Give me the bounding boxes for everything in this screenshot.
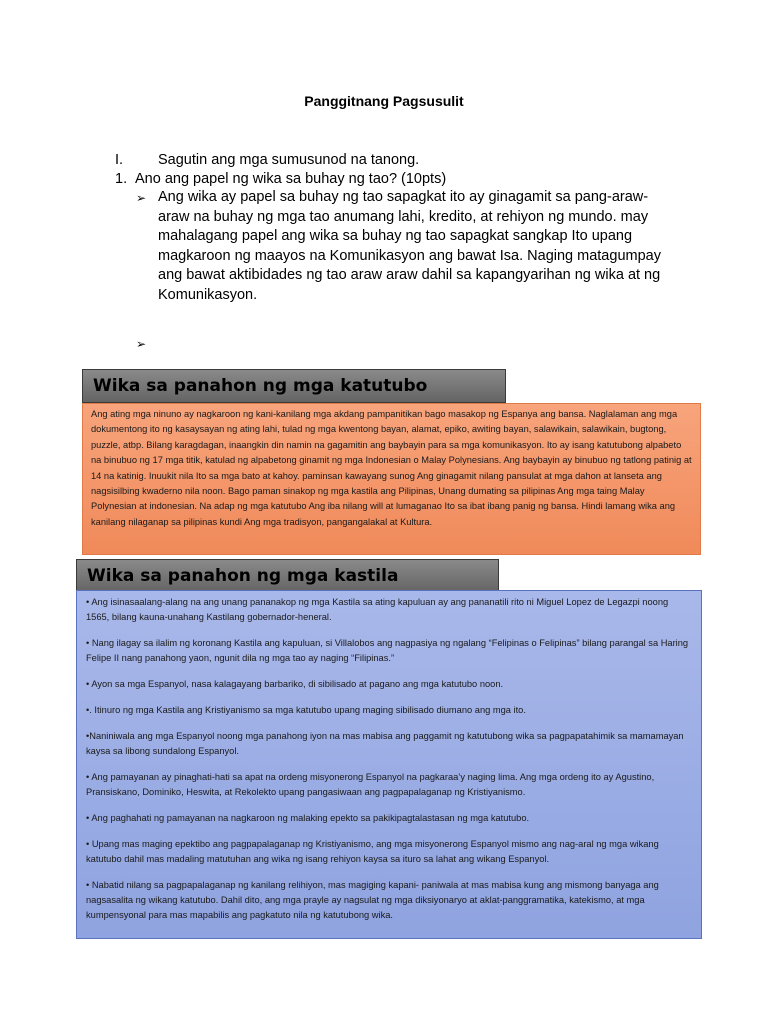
- kastila-paragraph: • Ang pamayanan ay pinaghati-hati sa apat na ordeng misyonerong Espanyol na pagkaraa’y naging lima. Ang mga ordeng ito ay Agustino, Pransiskano, Dominiko, Heswita, at Rekolekto upang pangasiwaan ang pagpapalaganap ng Kristiyanismo.: [86, 772, 655, 797]
- section-instruction: Sagutin ang mga sumusunod na tanong.: [158, 152, 420, 168]
- arrow-bullet-icon: ➢: [136, 191, 147, 205]
- kastila-paragraph: • Nang ilagay sa ilalim ng koronang Kastila ang kapuluan, si Villalobos ang nagpasiya ng ngalang “Felipinas o Felipinas” bilang parangal sa Haring Felipe II nang panahong yaon, ngunit dila ng mga tao ay naging “Filipinas.”: [86, 638, 689, 663]
- section-heading-katutubo: Wika sa panahon ng mga katutubo: [82, 369, 506, 403]
- page-title: Panggitnang Pagsusulit: [304, 93, 464, 109]
- answer-paragraph: Ang wika ay papel sa buhay ng tao sapagkat ito ay ginagamit sa pang-araw-araw na buhay ng mga tao anumang lahi, kredito, at rehiyon ng mundo. may mahalagang papel ang wika sa buhay ng tao sapagkat sangkap Ito upang magkaroon ng maayos na Komunikasyon ang bawat Isa. Naging matagumpay ang bawat aktibidades ng tao araw araw dahil sa kapangyarihan ng wika at ng Komunikasyon.: [158, 189, 661, 303]
- question-number: 1.: [115, 171, 128, 187]
- empty-arrow-bullet-icon: ➢: [136, 337, 147, 351]
- kastila-paragraph: • Ayon sa mga Espanyol, nasa kalagayang barbariko, di sibilisado at pagano ang mga katutubo noon.: [86, 679, 504, 689]
- kastila-paragraph: •. Itinuro ng mga Kastila ang Kristiyanismo sa mga katutubo upang maging sibilisado diumano ang mga ito.: [86, 705, 526, 715]
- kastila-paragraph: • Ang paghahati ng pamayanan na nagkaroon ng malaking epekto sa pakikipagtalastasan ng mga katutubo.: [86, 813, 530, 823]
- katutubo-textbox: Ang ating mga ninuno ay nagkaroon ng kani-kanilang mga akdang pampanitikan bago masakop ng Espanya ang bansa. Naglalaman ang mga dokumentong ito ng kasaysayan ng ating lahi, tulad ng mga kwentong bayan, alamat, epiko, awiting bayan, salawikain, salawikain, bugtong, puzzle, atbp. Bilang karagdagan, inaangkin din namin na gagamitin ang baybayin para sa mga komunikasyon. Ito ay isang katutubong alpabeto na binubuo ng 17 mga titik, katulad ng alpabetong ginamit ng mga Indonesian o Malay Polynesians. Ang baybayin ay binubuo ng tatlong patinig at 14 na katinig. Inuukit nila Ito sa mga bato at kahoy. paminsan kawayang sunog Ang ginagamit nilang pansulat at mga dahon at lanseta ang nagsisilbing kwaderno nila noon. Bago paman sinakop ng mga kastila ang Pilipinas, Unang dumating sa pilipinas Ang mga taing Malay Polynesian at indonesian. Na adap ng mga katutubo Ang iba nilang will at lumaganao Ito sa ibat ibang panig ng bansa. Hindi lamang wika ang kanilang nilaganap sa pilipinas kundi Ang mga tradisyon, pangangalakal at Kultura.: [82, 403, 701, 555]
- kastila-paragraph: • Nabatid nilang sa pagpapalaganap ng kanilang relihiyon, mas magiging kapani- paniwala at mas mabisa kung ang mismong banyaga ang nagsasalita ng wikang katutubo. Dahil dito, ang mga prayle ay nagsulat ng mga diksiyonaryo at aklat-panggramatika, katekismo, at mga kumpensyonal para mas mapabilis ang pagkatuto nila ng katutubong wika.: [86, 880, 659, 920]
- section-numeral: I.: [115, 152, 124, 168]
- section-heading-kastila: Wika sa panahon ng mga kastila: [76, 559, 499, 593]
- question-text: Ano ang papel ng wika sa buhay ng tao? (10pts): [135, 171, 447, 187]
- kastila-paragraph: •Naniniwala ang mga Espanyol noong mga panahong iyon na mas mabisa ang paggamit ng katutubong wika sa pagpapatahimik sa mamamayan kaysa sa libong sundalong Espanyol.: [86, 731, 684, 756]
- kastila-paragraph: • Upang mas maging epektibo ang pagpapalaganap ng Kristiyanismo, ang mga misyonerong Espanyol mismo ang nag-aral ng mga wikang katutubo dahil mas madaling matutuhan ang wika ng isang rehiyon kaysa sa ituro sa lahat ang wikang Espanyol.: [86, 839, 659, 864]
- kastila-textbox: [76, 590, 702, 939]
- kastila-paragraph: • Ang isinasaalang-alang na ang unang pananakop ng mga Kastila sa ating kapuluan ay ang pananatili rito ni Miguel Lopez de Legazpi noong 1565, bilang kauna-unahang Kastilang gobernador-heneral.: [86, 597, 669, 622]
